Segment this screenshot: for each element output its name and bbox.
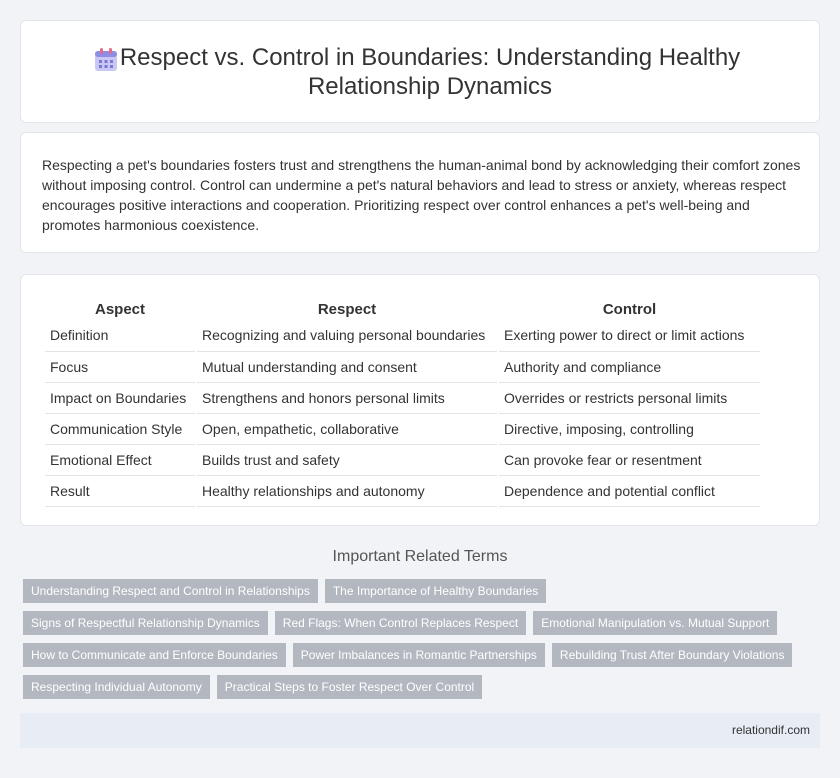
related-term-link[interactable]: The Importance of Healthy Boundaries [325, 579, 546, 603]
table-row [44, 320, 760, 351]
cell-aspect: Definition [44, 320, 196, 351]
cell-control: Directive, imposing, controlling [498, 413, 760, 444]
related-term-link[interactable]: Rebuilding Trust After Boundary Violations [552, 643, 793, 667]
cell-respect: Builds trust and safety [196, 444, 498, 475]
comparison-table [43, 296, 760, 507]
header-respect: Respect [196, 296, 498, 320]
cell-respect: Open, empathetic, collaborative [196, 413, 498, 444]
related-term-link[interactable]: Red Flags: When Control Replaces Respect [275, 611, 526, 635]
cell-respect: Healthy relationships and autonomy [196, 475, 498, 506]
related-term-link[interactable]: Emotional Manipulation vs. Mutual Support [533, 611, 777, 635]
cell-aspect: Focus [44, 351, 196, 382]
cell-aspect: Result [44, 475, 196, 506]
intro-card [20, 132, 820, 253]
intro-text: Respecting a pet's boundaries fosters trust and strengthens the human-animal bond by acknowledging their comfort zones without imposing control. Control can undermine a pet's natural behaviors and lead to stress or anxiety, whereas respect encourages positive interactions and cooperation. Prioritizing respect over control enhances a pet's well-being and promotes harmonious coexistence. [42, 157, 801, 233]
cell-respect: Strengthens and honors personal limits [196, 382, 498, 413]
related-term-link[interactable]: Understanding Respect and Control in Relationships [23, 579, 318, 603]
header-card [20, 20, 820, 123]
table-header-row [44, 296, 760, 320]
related-term-link[interactable]: Practical Steps to Foster Respect Over Control [217, 675, 482, 699]
table-row [44, 382, 760, 413]
table-row [44, 351, 760, 382]
cell-respect: Recognizing and valuing personal boundaries [196, 320, 498, 351]
page-title: Respect vs. Control in Boundaries: Understanding Healthy Relationship Dynamics [119, 43, 741, 100]
cell-aspect: Emotional Effect [44, 444, 196, 475]
related-term-link[interactable]: Signs of Respectful Relationship Dynamics [23, 611, 268, 635]
cell-aspect: Impact on Boundaries [44, 382, 196, 413]
table-row [44, 475, 760, 506]
related-terms-list [23, 579, 803, 707]
table-row [44, 413, 760, 444]
related-term-link[interactable]: Respecting Individual Autonomy [23, 675, 210, 699]
footer [20, 713, 820, 748]
related-terms-heading: Important Related Terms [332, 548, 508, 565]
footer-site-name: relationdif.com [731, 723, 810, 737]
cell-respect: Mutual understanding and consent [196, 351, 498, 382]
cell-control: Authority and compliance [498, 351, 760, 382]
cell-control: Can provoke fear or resentment [498, 444, 760, 475]
table-row [44, 444, 760, 475]
comparison-card [20, 274, 820, 526]
cell-aspect: Communication Style [44, 413, 196, 444]
related-term-link[interactable]: How to Communicate and Enforce Boundaries [23, 643, 286, 667]
cell-control: Overrides or restricts personal limits [498, 382, 760, 413]
header-control: Control [498, 296, 760, 320]
header-aspect: Aspect [44, 296, 196, 320]
related-term-link[interactable]: Power Imbalances in Romantic Partnerships [293, 643, 545, 667]
cell-control: Exerting power to direct or limit actions [498, 320, 760, 351]
cell-control: Dependence and potential conflict [498, 475, 760, 506]
